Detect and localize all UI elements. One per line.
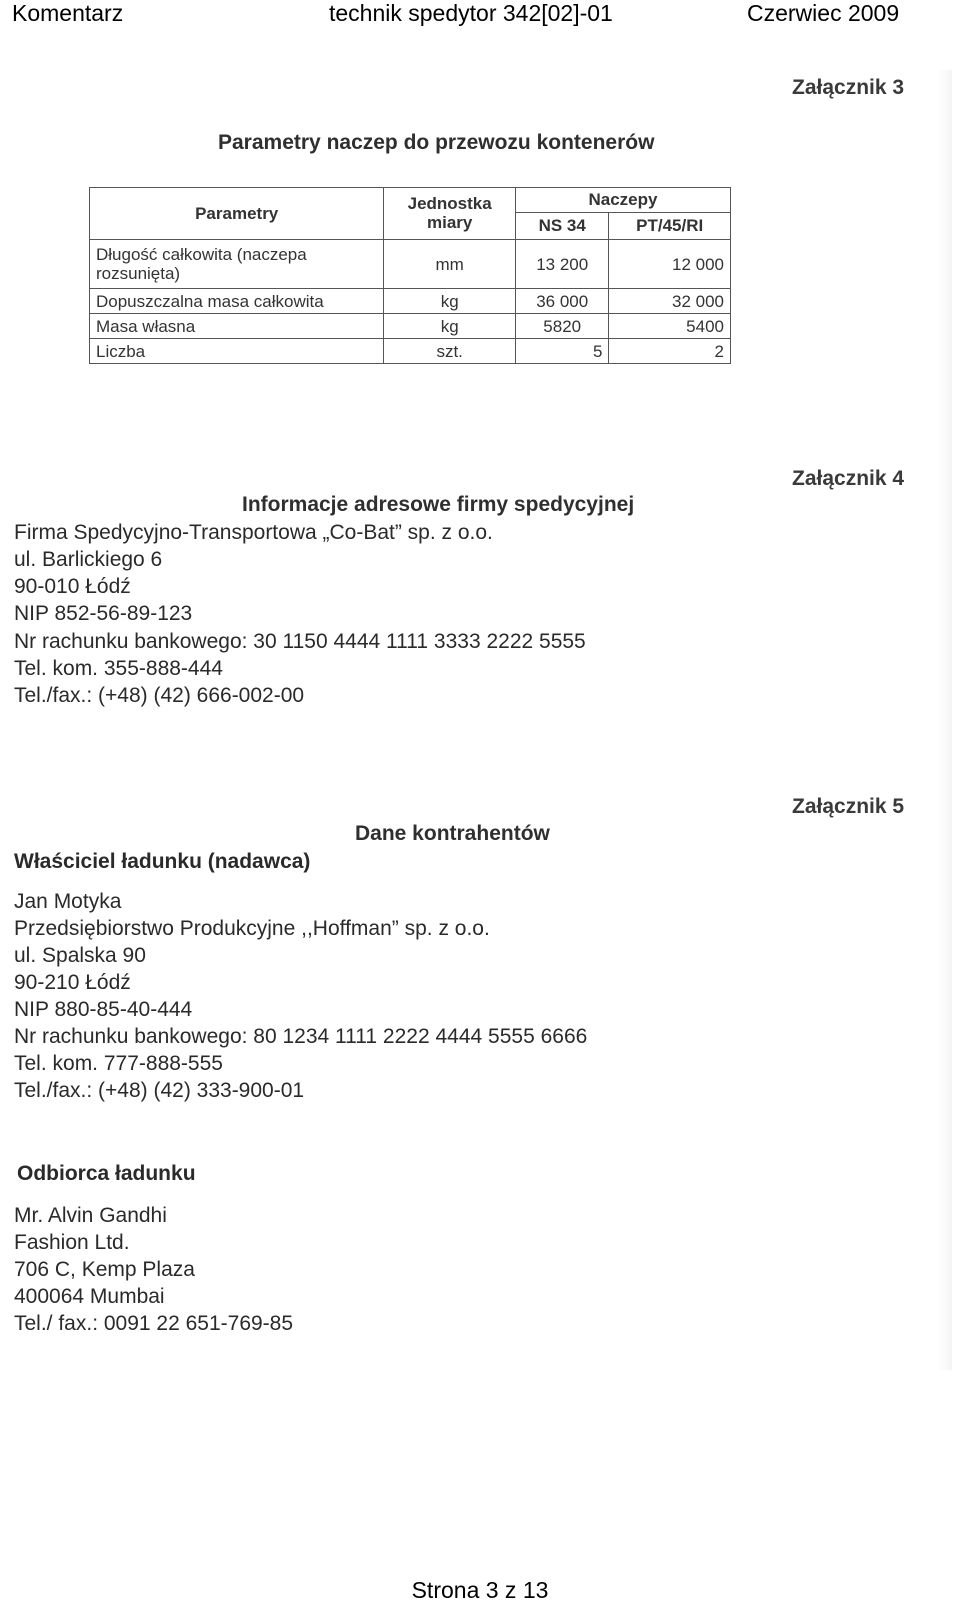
annex4-line: ul. Barlickiego 6 bbox=[14, 548, 163, 571]
row-pt: 2 bbox=[609, 339, 731, 364]
annex5-title: Dane kontrahentów bbox=[355, 822, 550, 845]
row-ns: 13 200 bbox=[515, 239, 608, 289]
receiver-line: Tel./ fax.: 0091 22 651-769-85 bbox=[14, 1312, 294, 1335]
row-unit: kg bbox=[384, 289, 516, 314]
sender-line: Przedsiębiorstwo Produkcyjne ,,Hoffman” sp. z o.o. bbox=[14, 917, 490, 940]
annex4-line: NIP 852-56-89-123 bbox=[14, 602, 193, 625]
col-ns-header: NS 34 bbox=[515, 212, 608, 239]
receiver-line: Mr. Alvin Gandhi bbox=[14, 1204, 167, 1227]
row-pt: 12 000 bbox=[609, 239, 731, 289]
annex4-line: Tel. kom. 355-888-444 bbox=[14, 657, 223, 680]
col-param-header: Parametry bbox=[90, 188, 384, 240]
annex3-label: Załącznik 3 bbox=[792, 76, 905, 99]
row-param: Dopuszczalna masa całkowita bbox=[90, 289, 384, 314]
header-left: Komentarz bbox=[12, 0, 124, 26]
row-pt: 5400 bbox=[609, 314, 731, 339]
annex4-line: Firma Spedycyjno-Transportowa „Co-Bat” sp. z o.o. bbox=[14, 521, 493, 544]
annex4-label: Załącznik 4 bbox=[792, 467, 905, 490]
table-row bbox=[90, 314, 731, 339]
annex4-title: Informacje adresowe firmy spedycyjnej bbox=[242, 493, 635, 516]
page-number: Strona 3 z 13 bbox=[411, 1577, 549, 1603]
header-right: Czerwiec 2009 bbox=[747, 0, 900, 26]
sender-heading: Właściciel ładunku (nadawca) bbox=[14, 850, 311, 873]
sender-line: Tel. kom. 777-888-555 bbox=[14, 1052, 223, 1075]
row-ns: 5820 bbox=[515, 314, 608, 339]
table-row bbox=[90, 289, 731, 314]
col-group-header: Naczepy bbox=[515, 188, 730, 213]
table-row bbox=[90, 339, 731, 364]
receiver-heading: Odbiorca ładunku bbox=[17, 1162, 196, 1185]
receiver-line: 400064 Mumbai bbox=[14, 1285, 165, 1308]
sender-line: NIP 880-85-40-444 bbox=[14, 998, 193, 1021]
row-pt: 32 000 bbox=[609, 289, 731, 314]
row-unit: mm bbox=[384, 239, 516, 289]
col-unit-header: Jednostka miary bbox=[384, 188, 516, 240]
row-ns: 36 000 bbox=[515, 289, 608, 314]
sender-line: Jan Motyka bbox=[14, 890, 122, 913]
row-param: Długość całkowita (naczepa rozsunięta) bbox=[90, 239, 384, 289]
receiver-line: Fashion Ltd. bbox=[14, 1231, 130, 1254]
annex4-line: Nr rachunku bankowego: 30 1150 4444 1111 3333 2222 5555 bbox=[14, 630, 586, 653]
annex4-line: 90-010 Łódź bbox=[14, 575, 131, 598]
row-unit: kg bbox=[384, 314, 516, 339]
sender-line: ul. Spalska 90 bbox=[14, 944, 146, 967]
row-param: Masa własna bbox=[90, 314, 384, 339]
annex3-title: Parametry naczep do przewozu kontenerów bbox=[218, 131, 655, 154]
sender-line: Nr rachunku bankowego: 80 1234 1111 2222 4444 5555 6666 bbox=[14, 1025, 588, 1048]
row-param: Liczba bbox=[90, 339, 384, 364]
scan-edge bbox=[938, 70, 952, 1370]
annex4-line: Tel./fax.: (+48) (42) 666-002-00 bbox=[14, 684, 305, 707]
header-center: technik spedytor 342[02]-01 bbox=[329, 0, 613, 26]
sender-line: Tel./fax.: (+48) (42) 333-900-01 bbox=[14, 1079, 305, 1102]
receiver-line: 706 C, Kemp Plaza bbox=[14, 1258, 195, 1281]
params-table bbox=[89, 187, 731, 364]
annex5-label: Załącznik 5 bbox=[792, 795, 905, 818]
table-row bbox=[90, 239, 731, 289]
col-pt-header: PT/45/RI bbox=[609, 212, 731, 239]
row-unit: szt. bbox=[384, 339, 516, 364]
row-ns: 5 bbox=[515, 339, 608, 364]
sender-line: 90-210 Łódź bbox=[14, 971, 131, 994]
